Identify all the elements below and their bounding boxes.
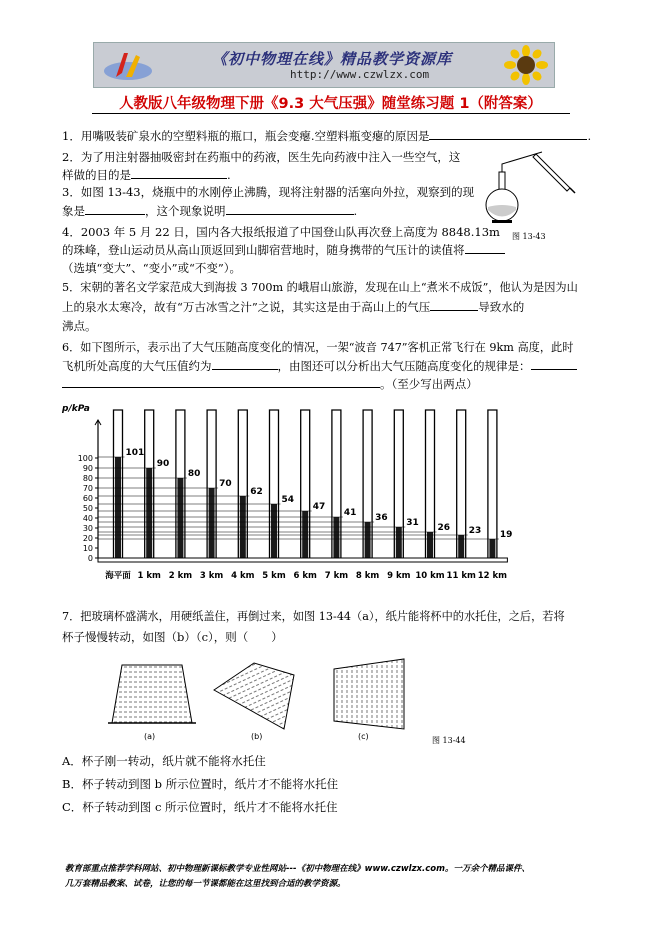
question-3-text-b: ，这个现象说明 xyxy=(145,204,226,218)
question-6-text-a: 飞机所处高度的大气压值约为 xyxy=(62,359,212,373)
value-label: 70 xyxy=(219,479,232,489)
question-5-text-a: 上的泉水太寒冷，故有“万古冰雪之汁”之说，其实这是由于高山上的气压 xyxy=(62,300,431,314)
y-axis-label: p/kPa xyxy=(62,404,90,414)
value-label: 80 xyxy=(187,469,201,479)
answer-blank[interactable] xyxy=(429,127,587,140)
category-label: 6 km xyxy=(293,571,317,581)
y-tick-label: 10 xyxy=(82,544,93,553)
pressure-bar xyxy=(458,535,464,558)
question-5-line-3: 沸点。 xyxy=(62,319,97,333)
value-label: 23 xyxy=(468,526,482,536)
pressure-bar xyxy=(146,468,152,558)
question-6-line-2 xyxy=(62,357,577,375)
question-6-line-1: 6．如下图所示，表示出了大气压随高度变化的情况，一架“波音 747”客机正常飞行在 9km 高度，此时 xyxy=(62,341,574,354)
answer-blank[interactable] xyxy=(212,357,278,370)
figure-b-label: (b) xyxy=(251,732,263,741)
question-6-line-3 xyxy=(62,375,478,393)
category-label: 12 km xyxy=(477,571,508,581)
pressure-altitude-chart xyxy=(60,398,513,588)
option-a[interactable]: A．杯子刚一转动，纸片就不能将水托住 xyxy=(62,754,266,768)
option-b[interactable]: B．杯子转动到图 b 所示位置时，纸片才不能将水托住 xyxy=(62,777,339,791)
category-label: 9 km xyxy=(387,571,411,581)
footer-line-1: 教育部重点推荐学科网站、初中物理新课标教学专业性网站---《初中物理在线》www.czwlzx.com。一万余个精品课件、 xyxy=(65,864,530,874)
y-tick-label: 70 xyxy=(82,484,93,493)
question-2-line-2: 样做的目的是 . xyxy=(62,168,231,182)
question-5-text-b: 导致水的 xyxy=(478,300,525,314)
question-5-line-1: 5．宋朝的著名文学家范成大到海拔 3 700m 的峨眉山旅游，发现在山上“煮米不成饭”，他认为是因为山 xyxy=(62,281,578,294)
value-label: 31 xyxy=(406,518,419,528)
answer-blank[interactable] xyxy=(430,298,478,311)
figure-a-label: (a) xyxy=(144,732,156,741)
question-4-line-3: （选填“变大”、“变小”或“不变”）。 xyxy=(62,261,242,275)
y-tick-label: 40 xyxy=(82,514,93,523)
question-1: 1．用嘴吸装矿泉水的空塑料瓶的瓶口，瓶会变瘪.空塑料瓶变瘪的原因是 . xyxy=(62,129,592,143)
question-3-line-2: 象是 ，这个现象说明 . xyxy=(62,204,358,218)
cup-rotation-figure xyxy=(104,655,474,745)
question-1-text: 1．用嘴吸装矿泉水的空塑料瓶的瓶口，瓶会变瘪.空塑料瓶变瘪的原因是 xyxy=(62,129,430,143)
y-tick-label: 0 xyxy=(87,554,93,563)
answer-blank[interactable] xyxy=(62,375,380,388)
figure-13-44-caption: 图 13-44 xyxy=(432,736,466,745)
question-5-line-2 xyxy=(62,298,524,316)
question-3-line-1: 3．如图 13-43，烧瓶中的水刚停止沸腾，现将注射器的活塞向外拉，观察到的现 xyxy=(62,185,475,199)
question-7-line-1: 7．把玻璃杯盛满水，用硬纸盖住，再倒过来，如图 13-44（a），纸片能将杯中的水托住，之后，若将 xyxy=(62,610,565,623)
y-tick-label: 60 xyxy=(82,494,93,503)
pressure-bar xyxy=(333,517,339,558)
question-4-text: 的珠峰，登山运动员从高山顶返回到山脚宿营地时，随身携带的气压计的读值将 xyxy=(62,243,465,257)
category-label: 8 km xyxy=(355,571,380,581)
y-tick-label: 100 xyxy=(77,454,93,463)
sunflower-icon xyxy=(504,45,548,85)
y-tick-label: 90 xyxy=(82,464,93,473)
value-label: 47 xyxy=(312,502,326,512)
answer-blank[interactable] xyxy=(85,202,145,215)
value-label: 101 xyxy=(125,448,145,458)
cup-b xyxy=(214,663,294,729)
pressure-bar xyxy=(427,532,433,558)
category-label: 海平面 xyxy=(105,571,131,581)
value-label: 26 xyxy=(437,523,451,533)
question-2-text: 样做的目的是 xyxy=(62,168,131,182)
question-6-text-c: 。（至少写出两点） xyxy=(380,377,478,391)
footer-line-2: 几万套精品教案、试卷，让您的每一节课都能在这里找到合适的教学资源。 xyxy=(65,879,346,889)
y-tick-label: 20 xyxy=(82,534,93,543)
mercury-dish xyxy=(98,558,507,562)
question-3-text-a: 象是 xyxy=(62,204,85,218)
cup-a xyxy=(108,665,196,723)
category-label: 11 km xyxy=(446,571,476,581)
pressure-bar xyxy=(209,488,215,558)
pressure-bar xyxy=(302,511,308,558)
answer-blank[interactable] xyxy=(531,357,577,370)
value-label: 54 xyxy=(281,495,295,505)
flask-syringe-figure xyxy=(478,150,578,225)
figure-13-43-caption: 图 13-43 xyxy=(512,232,546,241)
value-label: 19 xyxy=(499,530,513,540)
value-label: 62 xyxy=(250,487,263,497)
cup-c xyxy=(334,659,404,729)
title-rule xyxy=(92,113,570,114)
category-label: 1 km xyxy=(137,571,161,581)
pressure-bar xyxy=(396,527,402,558)
figure-c-label: (c) xyxy=(358,732,369,741)
question-6-text-b: ，由图还可以分析出大气压随高度变化的规律是： xyxy=(277,359,531,373)
pressure-bar xyxy=(271,504,277,558)
document-title: 人教版八年级物理下册《9.3 大气压强》随堂练习题 1（附答案） xyxy=(119,96,542,112)
question-4-line-1: 4．2003 年 5 月 22 日，国内各大报纸报道了中国登山队再次登上高度为 8848.13m xyxy=(62,225,500,239)
header-banner xyxy=(93,42,555,88)
option-c[interactable]: C．杯子转动到图 c 所示位置时，纸片才不能将水托住 xyxy=(62,800,338,814)
tube xyxy=(488,410,497,560)
category-label: 4 km xyxy=(231,571,255,581)
value-label: 36 xyxy=(375,513,388,523)
value-label: 41 xyxy=(343,508,357,518)
answer-blank[interactable] xyxy=(226,202,354,215)
category-label: 10 km xyxy=(415,571,445,581)
banner-title: 《初中物理在线》精品教学资源库 xyxy=(212,50,453,68)
pressure-bar xyxy=(489,539,495,558)
category-label: 5 km xyxy=(262,571,286,581)
category-label: 2 km xyxy=(168,571,193,581)
pressure-bar xyxy=(177,478,183,558)
answer-blank[interactable] xyxy=(465,241,505,254)
banner-url[interactable]: http://www.czwlzx.com xyxy=(290,68,430,81)
y-tick-label: 50 xyxy=(82,504,93,513)
pressure-bar xyxy=(365,522,371,558)
y-tick-label: 30 xyxy=(82,524,93,533)
question-2-line-1: 2．为了用注射器抽吸密封在药瓶中的药液，医生先向药液中注入一些空气，这 xyxy=(62,150,461,164)
answer-blank[interactable] xyxy=(131,166,227,179)
pressure-bar xyxy=(115,457,121,558)
category-label: 7 km xyxy=(324,571,349,581)
category-label: 3 km xyxy=(199,571,224,581)
question-7-line-2: 杯子慢慢转动，如图（b）（c），则（ ） xyxy=(62,630,283,644)
question-4-line-2 xyxy=(62,241,505,259)
value-label: 90 xyxy=(156,459,170,469)
site-logo-icon xyxy=(102,47,154,83)
y-tick-label: 80 xyxy=(82,474,93,483)
